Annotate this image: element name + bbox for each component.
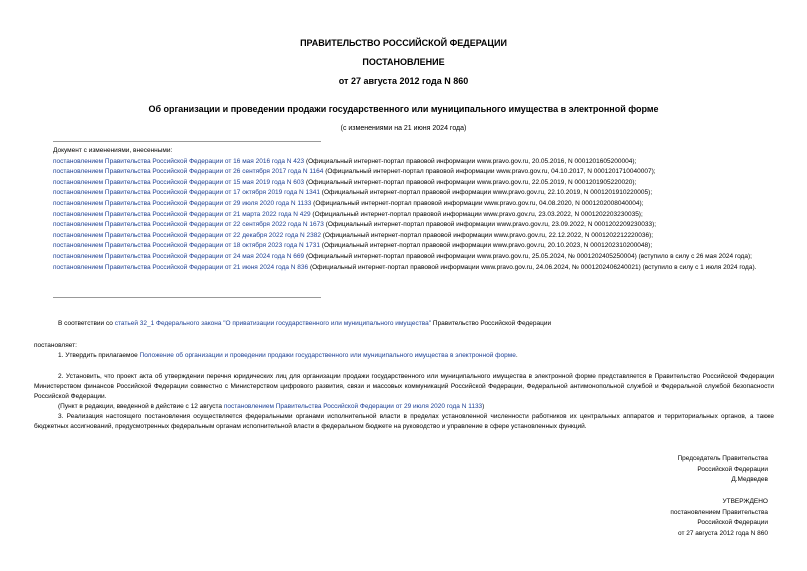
divider-top	[53, 141, 321, 142]
approval-block: УТВЕРЖДЕНО постановлением Правительства Российской Федерации от 27 августа 2012 года N 860	[670, 498, 768, 537]
list-item: постановлением Правительства Российской Федерации от 21 июня 2024 года N 836 (Официальный интернет-портал правовой информации www.pravo.gov.ru, 24.06.2024, № 0001202406240021) (вступило в силу с 1 июля 2024 года).	[53, 263, 757, 271]
amendment-link[interactable]: постановлением Правительства Российской Федерации от 21 марта 2022 года N 429	[53, 210, 311, 218]
divider-bottom	[53, 297, 321, 298]
preamble: В соответствии со статьей 32_1 Федерального закона "О приватизации государственного или муниципального имущества" Правительство Российской Федерации	[58, 320, 552, 327]
document-date: от 27 августа 2012 года N 860	[338, 76, 469, 86]
amendment-link[interactable]: постановлением Правительства Российской Федерации от 22 сентября 2022 года N 1673	[53, 221, 324, 229]
item-2: 2. Установить, что проект акта об утверждении перечня юридических лиц для организации продажи государственного или муниципального имущества в электронной форме представляется в Правительство Российской Федерации Министерством финансов Российской Федерации совместно с Министерством цифрового развития, связи и массовых коммуникаций Российской Федерации, Федеральной антимонопольной службой и Федеральной службой безопасности Российской Федерации.	[34, 373, 774, 400]
list-item: постановлением Правительства Российской Федерации от 24 мая 2024 года N 669 (Официальный интернет-портал правовой информации www.pravo.gov.ru, 25.05.2024, № 0001202405250004) (вступило в силу с 26 мая 2024 года);	[53, 252, 752, 260]
list-item: постановлением Правительства Российской Федерации от 18 октября 2023 года N 1731 (Официальный интернет-портал правовой информации www.pravo.gov.ru, 20.10.2023, N 0001202310200048);	[53, 242, 653, 250]
document-title: Об организации и проведении продажи государственного или муниципального имущества в электронной форме	[148, 104, 659, 114]
amendment-link[interactable]: постановлением Правительства Российской Федерации от 29 июля 2020 года N 1133	[223, 403, 483, 410]
regulation-link[interactable]: Положение об организации и проведении продажи государственного или муниципального имущества в электронной форме	[139, 352, 516, 359]
amendment-link[interactable]: постановлением Правительства Российской Федерации от 26 сентября 2017 года N 1164	[53, 168, 324, 176]
list-item: постановлением Правительства Российской Федерации от 29 июля 2020 года N 1133 (Официальный интернет-портал правовой информации www.pravo.gov.ru, 04.08.2020, N 0001202008040004);	[53, 199, 644, 207]
amendment-link[interactable]: постановлением Правительства Российской Федерации от 21 июня 2024 года N 836	[53, 263, 309, 271]
federal-law-link[interactable]: статьей 32_1 Федерального закона "О приватизации государственного или муниципального имущества"	[114, 320, 432, 327]
list-item: постановлением Правительства Российской Федерации от 22 декабря 2022 года N 2382 (Официальный интернет-портал правовой информации www.pravo.gov.ru, 22.12.2022, N 0001202212220036);	[53, 231, 654, 239]
amendment-link[interactable]: постановлением Правительства Российской Федерации от 22 декабря 2022 года N 2382	[53, 231, 321, 239]
list-item: постановлением Правительства Российской Федерации от 16 мая 2016 года N 423 (Официальный интернет-портал правовой информации www.pravo.gov.ru, 20.05.2016, N 0001201605200004);	[53, 157, 637, 165]
government-heading: ПРАВИТЕЛЬСТВО РОССИЙСКОЙ ФЕДЕРАЦИИ	[300, 38, 507, 48]
amendment-link[interactable]: постановлением Правительства Российской Федерации от 29 июля 2020 года N 1133	[53, 199, 312, 207]
list-item: постановлением Правительства Российской Федерации от 15 мая 2019 года N 603 (Официальный интернет-портал правовой информации www.pravo.gov.ru, 22.05.2019, N 0001201905220020);	[53, 178, 637, 186]
document-type: ПОСТАНОВЛЕНИЕ	[362, 57, 445, 67]
revision-note: (с изменениями на 21 июня 2024 года)	[340, 125, 467, 132]
changes-list	[53, 146, 773, 273]
list-item: постановлением Правительства Российской Федерации от 26 сентября 2017 года N 1164 (Официальный интернет-портал правовой информации www.pravo.gov.ru, 04.10.2017, N 0001201710040007);	[53, 168, 656, 176]
amendment-link[interactable]: постановлением Правительства Российской Федерации от 16 мая 2016 года N 423	[53, 157, 305, 165]
list-item: постановлением Правительства Российской Федерации от 22 сентября 2022 года N 1673 (Официальный интернет-портал правовой информации www.pravo.gov.ru, 23.09.2022, N 0001202209230033);	[53, 221, 657, 229]
list-item: постановлением Правительства Российской Федерации от 21 марта 2022 года N 429 (Официальный интернет-портал правовой информации www.pravo.gov.ru, 23.03.2022, N 0001202203230035);	[53, 210, 643, 218]
amendment-link[interactable]: постановлением Правительства Российской Федерации от 17 октября 2019 года N 1341	[53, 189, 320, 197]
decree-word: постановляет:	[34, 342, 77, 349]
item-3: 3. Реализация настоящего постановления осуществляется федеральными органами исполнительной власти в пределах установленной численности работников их центральных аппаратов и территориальных органов, а также бюджетных ассигнований, предусмотренных федеральным органам исполнительной власти в федеральном бюджете на руководство и управление в сфере установленных функций.	[34, 413, 774, 430]
amendment-link[interactable]: постановлением Правительства Российской Федерации от 18 октября 2023 года N 1731	[53, 242, 320, 250]
amendment-link[interactable]: постановлением Правительства Российской Федерации от 24 мая 2024 года N 669	[53, 252, 305, 260]
amendment-link[interactable]: постановлением Правительства Российской Федерации от 15 мая 2019 года N 603	[53, 178, 305, 186]
list-item: постановлением Правительства Российской Федерации от 17 октября 2019 года N 1341 (Официальный интернет-портал правовой информации www.pravo.gov.ru, 22.10.2019, N 0001201910220005);	[53, 189, 653, 197]
changes-intro: Документ с изменениями, внесенными:	[53, 147, 173, 154]
item-1: 1. Утвердить прилагаемое Положение об организации и проведении продажи государственного или муниципального имущества в электронной форме.	[58, 352, 518, 359]
item-2-note: (Пункт в редакции, введенной в действие с 12 августа постановлением Правительства Российской Федерации от 29 июля 2020 года N 1133)	[58, 403, 485, 410]
signature-block: Председатель Правительства Российской Федерации Д.Медведев	[677, 455, 768, 483]
